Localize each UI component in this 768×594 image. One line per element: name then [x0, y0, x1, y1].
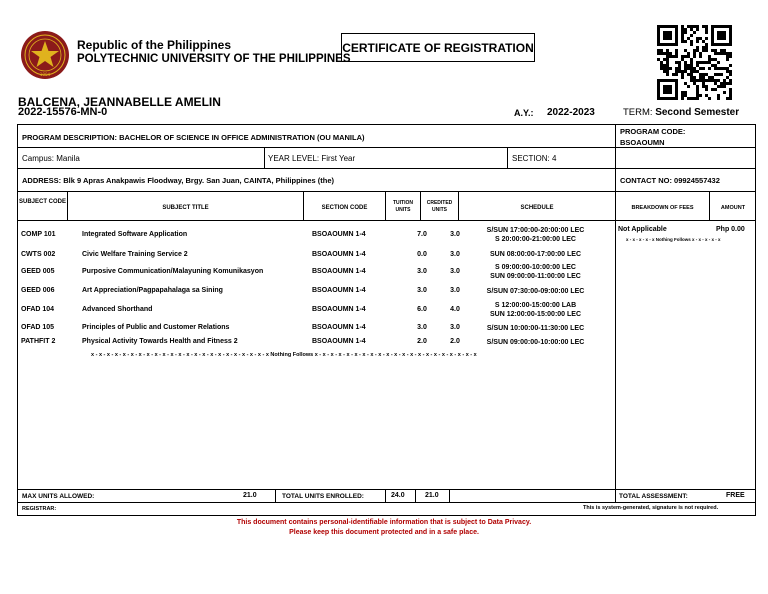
divider	[507, 147, 508, 168]
schedule-line: SUN 08:00:00-17:00:00 LEC	[489, 251, 582, 258]
total-assessment-value: FREE	[726, 492, 745, 499]
privacy-notice-line1: This document contains personal-identifiable information that is subject to Data Privacy.	[236, 519, 532, 526]
fee-amount: Php 0.00	[716, 226, 745, 233]
divider	[615, 191, 616, 502]
subject-code: GEED 006	[21, 287, 55, 294]
subject-code: OFAD 104	[21, 306, 55, 313]
schedule-line: S/SUN 09:00:00-10:00:00 LEC	[486, 339, 585, 346]
tuition-units: 0.0	[417, 251, 427, 258]
student-name: BALCENA, JEANNABELLE AMELIN	[18, 95, 221, 109]
registrar-label: REGISTRAR:	[22, 506, 57, 512]
qr-code-icon	[657, 25, 732, 100]
credited-units: 3.0	[450, 324, 460, 331]
privacy-notice-line2: Please keep this document protected and in a safe place.	[289, 529, 479, 536]
schedule-line: S/SUN 10:00:00-11:30:00 LEC	[486, 325, 585, 332]
section-code: BSOAOUMN 1-4	[312, 251, 366, 258]
nothing-follows-fees: x - x - x - x - x Nothing Follows x - x - x - x - x	[626, 237, 721, 242]
credited-units: 3.0	[450, 231, 460, 238]
max-units-label: MAX UNITS ALLOWED:	[22, 493, 95, 500]
subject-code: OFAD 105	[21, 324, 55, 331]
subject-title: Principles of Public and Customer Relations	[82, 324, 230, 331]
schedule	[463, 301, 608, 319]
header-amount: AMOUNT	[720, 205, 746, 211]
divider	[17, 168, 756, 169]
max-units-value: 21.0	[243, 492, 257, 499]
tuition-units: 3.0	[417, 287, 427, 294]
divider	[17, 147, 756, 148]
schedule-line: S 12:00:00-15:00:00 LAB	[494, 302, 577, 309]
term-info	[623, 107, 739, 118]
divider	[385, 489, 386, 502]
schedule-line: S 09:00:00-10:00:00 LEC	[495, 264, 576, 271]
section: SECTION: 4	[512, 154, 557, 163]
program-description: PROGRAM DESCRIPTION: BACHELOR OF SCIENCE IN OFFICE ADMINISTRATION (OU MANILA)	[22, 133, 365, 142]
schedule	[463, 324, 608, 333]
header-breakdown-of-fees: BREAKDOWN OF FEES	[631, 205, 694, 211]
program-code-label: PROGRAM CODE:	[620, 127, 686, 136]
tuition-units: 7.0	[417, 231, 427, 238]
term-label: TERM:	[623, 107, 653, 118]
term-value: Second Semester	[655, 107, 740, 118]
contact-number: CONTACT NO: 09924557432	[620, 176, 720, 185]
header-section-code: SECTION CODE	[321, 205, 368, 211]
subject-title: Advanced Shorthand	[82, 306, 153, 313]
section-code: BSOAOUMN 1-4	[312, 306, 366, 313]
tuition-units: 2.0	[417, 338, 427, 345]
subject-title: Physical Activity Towards Health and Fitness 2	[82, 338, 238, 345]
divider	[17, 489, 756, 490]
schedule	[463, 226, 608, 244]
divider	[17, 502, 756, 503]
header-schedule: SCHEDULE	[520, 205, 554, 211]
document-title: CERTIFICATE OF REGISTRATION	[341, 33, 535, 62]
schedule-line: SUN 12:00:00-15:00:00 LEC	[489, 311, 582, 318]
total-assessment-label: TOTAL ASSESSMENT:	[619, 493, 688, 500]
schedule-line: S/SUN 07:30:00-09:00:00 LEC	[486, 288, 585, 295]
tuition-units: 3.0	[417, 268, 427, 275]
header-credited-units: CREDITED UNITS	[426, 200, 453, 213]
program-code-value: BSOAOUMN	[620, 138, 665, 147]
republic-label: Republic of the Philippines	[77, 38, 232, 52]
schedule-line: SUN 09:00:00-11:00:00 LEC	[490, 273, 581, 280]
subject-title: Civic Welfare Training Service 2	[82, 251, 188, 258]
credited-units: 3.0	[450, 287, 460, 294]
campus: Campus: Manila	[22, 154, 80, 163]
subject-code: COMP 101	[21, 231, 56, 238]
divider	[449, 489, 450, 502]
address: ADDRESS: Blk 9 Apras Anakpawis Floodway, Brgy. San Juan, CAINTA, Philippines (the)	[22, 176, 334, 185]
nothing-follows-subjects: x - x - x - x - x - x - x - x - x - x - x - x - x - x - x - x - x - x - x - x - x - x - x Nothing Follows x - x - x - x - x - x - x - x - x - x - x - x - x - x - x - x - x - x - x - x - x	[91, 352, 477, 358]
tuition-units: 3.0	[417, 324, 427, 331]
university-name: POLYTECHNIC UNIVERSITY OF THE PHILIPPINES	[77, 53, 351, 65]
header-subject-title: SUBJECT TITLE	[162, 205, 209, 211]
student-id: 2022-15576-MN-0	[18, 106, 108, 118]
credited-units: 3.0	[450, 268, 460, 275]
fee-item: Not Applicable	[618, 226, 667, 233]
system-generated-note: This is system-generated, signature is not required.	[583, 505, 719, 511]
section-code: BSOAOUMN 1-4	[312, 268, 366, 275]
section-code: BSOAOUMN 1-4	[312, 287, 366, 294]
schedule-line: S 20:00:00-21:00:00 LEC	[495, 236, 576, 243]
divider	[264, 147, 265, 168]
divider	[17, 191, 756, 192]
schedule	[463, 287, 608, 296]
section-code: BSOAOUMN 1-4	[312, 231, 366, 238]
credited-units: 3.0	[450, 251, 460, 258]
total-credited-units: 21.0	[425, 492, 439, 499]
schedule	[463, 338, 608, 347]
schedule	[463, 250, 608, 259]
divider	[17, 220, 756, 221]
section-code: BSOAOUMN 1-4	[312, 338, 366, 345]
credited-units: 4.0	[450, 306, 460, 313]
subject-title: Integrated Software Application	[82, 231, 188, 238]
subject-title: Purposive Communication/Malayuning Komunikasyon	[82, 268, 264, 275]
divider	[615, 124, 616, 191]
seal-year: 1904	[39, 72, 51, 77]
university-seal-icon	[20, 30, 70, 80]
subject-code: CWTS 002	[21, 251, 56, 258]
subject-title: Art Appreciation/Pagpapahalaga sa Sining	[82, 287, 223, 294]
section-code: BSOAOUMN 1-4	[312, 324, 366, 331]
schedule-line: S/SUN 17:00:00-20:00:00 LEC	[486, 227, 585, 234]
divider	[275, 489, 276, 502]
subject-code: PATHFIT 2	[21, 338, 56, 345]
total-units-enrolled-label: TOTAL UNITS ENROLLED:	[282, 493, 364, 500]
subject-code: GEED 005	[21, 268, 55, 275]
schedule	[463, 263, 608, 281]
total-tuition-units: 24.0	[391, 492, 405, 499]
academic-year-value: 2022-2023	[547, 107, 595, 118]
tuition-units: 6.0	[417, 306, 427, 313]
header-subject-code: SUBJECT CODE	[18, 199, 66, 205]
academic-year-label: A.Y.:	[514, 108, 534, 118]
credited-units: 2.0	[450, 338, 460, 345]
divider	[415, 489, 416, 502]
year-level: YEAR LEVEL: First Year	[268, 154, 356, 163]
header-tuition-units: TUITION UNITS	[393, 200, 413, 213]
